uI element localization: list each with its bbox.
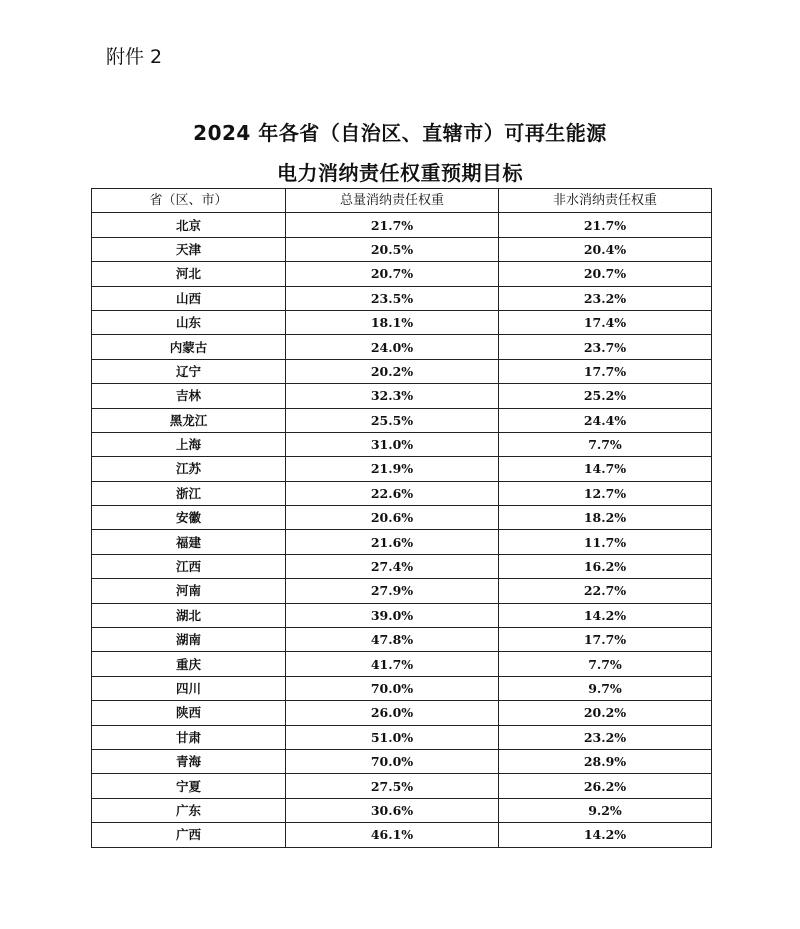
non-hydro-weight-cell: 23.2% xyxy=(499,725,712,749)
document-title-line-2: 电力消纳责任权重预期目标 xyxy=(277,161,523,185)
non-hydro-weight-cell: 7.7% xyxy=(499,432,712,456)
table-row xyxy=(92,310,712,334)
table-row xyxy=(92,554,712,578)
total-weight-cell: 26.0% xyxy=(286,701,499,725)
non-hydro-weight-cell: 12.7% xyxy=(499,481,712,505)
province-cell: 甘肃 xyxy=(92,725,286,749)
non-hydro-weight-cell: 20.2% xyxy=(499,701,712,725)
non-hydro-weight-cell: 17.7% xyxy=(499,359,712,383)
total-weight-cell: 41.7% xyxy=(286,652,499,676)
province-cell: 安徽 xyxy=(92,506,286,530)
province-cell: 湖南 xyxy=(92,628,286,652)
non-hydro-weight-cell: 17.4% xyxy=(499,310,712,334)
table-row xyxy=(92,823,712,847)
province-cell: 内蒙古 xyxy=(92,335,286,359)
non-hydro-weight-cell: 20.4% xyxy=(499,237,712,261)
province-cell: 陕西 xyxy=(92,701,286,725)
province-cell: 江西 xyxy=(92,554,286,578)
document-title-line-1: 2024 年各省（自治区、直辖市）可再生能源 xyxy=(193,121,607,145)
province-cell: 青海 xyxy=(92,749,286,773)
non-hydro-weight-cell: 9.7% xyxy=(499,676,712,700)
province-cell: 上海 xyxy=(92,432,286,456)
province-cell: 福建 xyxy=(92,530,286,554)
table-row xyxy=(92,335,712,359)
header-non-hydro-weight: 非水消纳责任权重 xyxy=(499,189,712,213)
non-hydro-weight-cell: 28.9% xyxy=(499,749,712,773)
province-cell: 广西 xyxy=(92,823,286,847)
province-cell: 吉林 xyxy=(92,384,286,408)
province-cell: 天津 xyxy=(92,237,286,261)
table-row xyxy=(92,359,712,383)
total-weight-cell: 47.8% xyxy=(286,628,499,652)
non-hydro-weight-cell: 24.4% xyxy=(499,408,712,432)
total-weight-cell: 27.4% xyxy=(286,554,499,578)
total-weight-cell: 22.6% xyxy=(286,481,499,505)
header-province: 省（区、市） xyxy=(92,189,286,213)
province-cell: 江苏 xyxy=(92,457,286,481)
non-hydro-weight-cell: 17.7% xyxy=(499,628,712,652)
table-header-row xyxy=(92,189,712,213)
province-cell: 北京 xyxy=(92,213,286,237)
province-cell: 浙江 xyxy=(92,481,286,505)
total-weight-cell: 20.6% xyxy=(286,506,499,530)
total-weight-cell: 21.7% xyxy=(286,213,499,237)
non-hydro-weight-cell: 21.7% xyxy=(499,213,712,237)
total-weight-cell: 27.5% xyxy=(286,774,499,798)
table-row xyxy=(92,262,712,286)
table-row xyxy=(92,725,712,749)
non-hydro-weight-cell: 7.7% xyxy=(499,652,712,676)
total-weight-cell: 31.0% xyxy=(286,432,499,456)
province-cell: 辽宁 xyxy=(92,359,286,383)
total-weight-cell: 18.1% xyxy=(286,310,499,334)
total-weight-cell: 20.2% xyxy=(286,359,499,383)
province-cell: 河南 xyxy=(92,579,286,603)
header-total-weight: 总量消纳责任权重 xyxy=(286,189,499,213)
table-body xyxy=(92,213,712,847)
total-weight-cell: 21.6% xyxy=(286,530,499,554)
total-weight-cell: 24.0% xyxy=(286,335,499,359)
total-weight-cell: 70.0% xyxy=(286,749,499,773)
table-row xyxy=(92,774,712,798)
province-cell: 河北 xyxy=(92,262,286,286)
table-row xyxy=(92,603,712,627)
non-hydro-weight-cell: 11.7% xyxy=(499,530,712,554)
table-row xyxy=(92,457,712,481)
total-weight-cell: 70.0% xyxy=(286,676,499,700)
total-weight-cell: 21.9% xyxy=(286,457,499,481)
total-weight-cell: 23.5% xyxy=(286,286,499,310)
province-cell: 重庆 xyxy=(92,652,286,676)
non-hydro-weight-cell: 23.2% xyxy=(499,286,712,310)
table-row xyxy=(92,506,712,530)
table-row xyxy=(92,237,712,261)
non-hydro-weight-cell: 14.7% xyxy=(499,457,712,481)
weights-table xyxy=(91,188,712,848)
province-cell: 山西 xyxy=(92,286,286,310)
non-hydro-weight-cell: 25.2% xyxy=(499,384,712,408)
table-row xyxy=(92,408,712,432)
non-hydro-weight-cell: 26.2% xyxy=(499,774,712,798)
province-cell: 湖北 xyxy=(92,603,286,627)
table-row xyxy=(92,676,712,700)
table-row xyxy=(92,530,712,554)
table-row xyxy=(92,481,712,505)
province-cell: 山东 xyxy=(92,310,286,334)
total-weight-cell: 20.7% xyxy=(286,262,499,286)
total-weight-cell: 32.3% xyxy=(286,384,499,408)
province-cell: 广东 xyxy=(92,798,286,822)
non-hydro-weight-cell: 22.7% xyxy=(499,579,712,603)
total-weight-cell: 27.9% xyxy=(286,579,499,603)
province-cell: 四川 xyxy=(92,676,286,700)
total-weight-cell: 20.5% xyxy=(286,237,499,261)
total-weight-cell: 46.1% xyxy=(286,823,499,847)
table-row xyxy=(92,579,712,603)
non-hydro-weight-cell: 9.2% xyxy=(499,798,712,822)
non-hydro-weight-cell: 16.2% xyxy=(499,554,712,578)
non-hydro-weight-cell: 14.2% xyxy=(499,823,712,847)
non-hydro-weight-cell: 23.7% xyxy=(499,335,712,359)
table-row xyxy=(92,749,712,773)
table-row xyxy=(92,286,712,310)
total-weight-cell: 30.6% xyxy=(286,798,499,822)
total-weight-cell: 51.0% xyxy=(286,725,499,749)
non-hydro-weight-cell: 14.2% xyxy=(499,603,712,627)
non-hydro-weight-cell: 18.2% xyxy=(499,506,712,530)
table-row xyxy=(92,213,712,237)
non-hydro-weight-cell: 20.7% xyxy=(499,262,712,286)
total-weight-cell: 25.5% xyxy=(286,408,499,432)
table-row xyxy=(92,798,712,822)
table-row xyxy=(92,628,712,652)
table-row xyxy=(92,652,712,676)
attachment-label: 附件 2 xyxy=(106,46,163,68)
total-weight-cell: 39.0% xyxy=(286,603,499,627)
province-cell: 黑龙江 xyxy=(92,408,286,432)
table-row xyxy=(92,384,712,408)
table-row xyxy=(92,432,712,456)
table-row xyxy=(92,701,712,725)
province-cell: 宁夏 xyxy=(92,774,286,798)
